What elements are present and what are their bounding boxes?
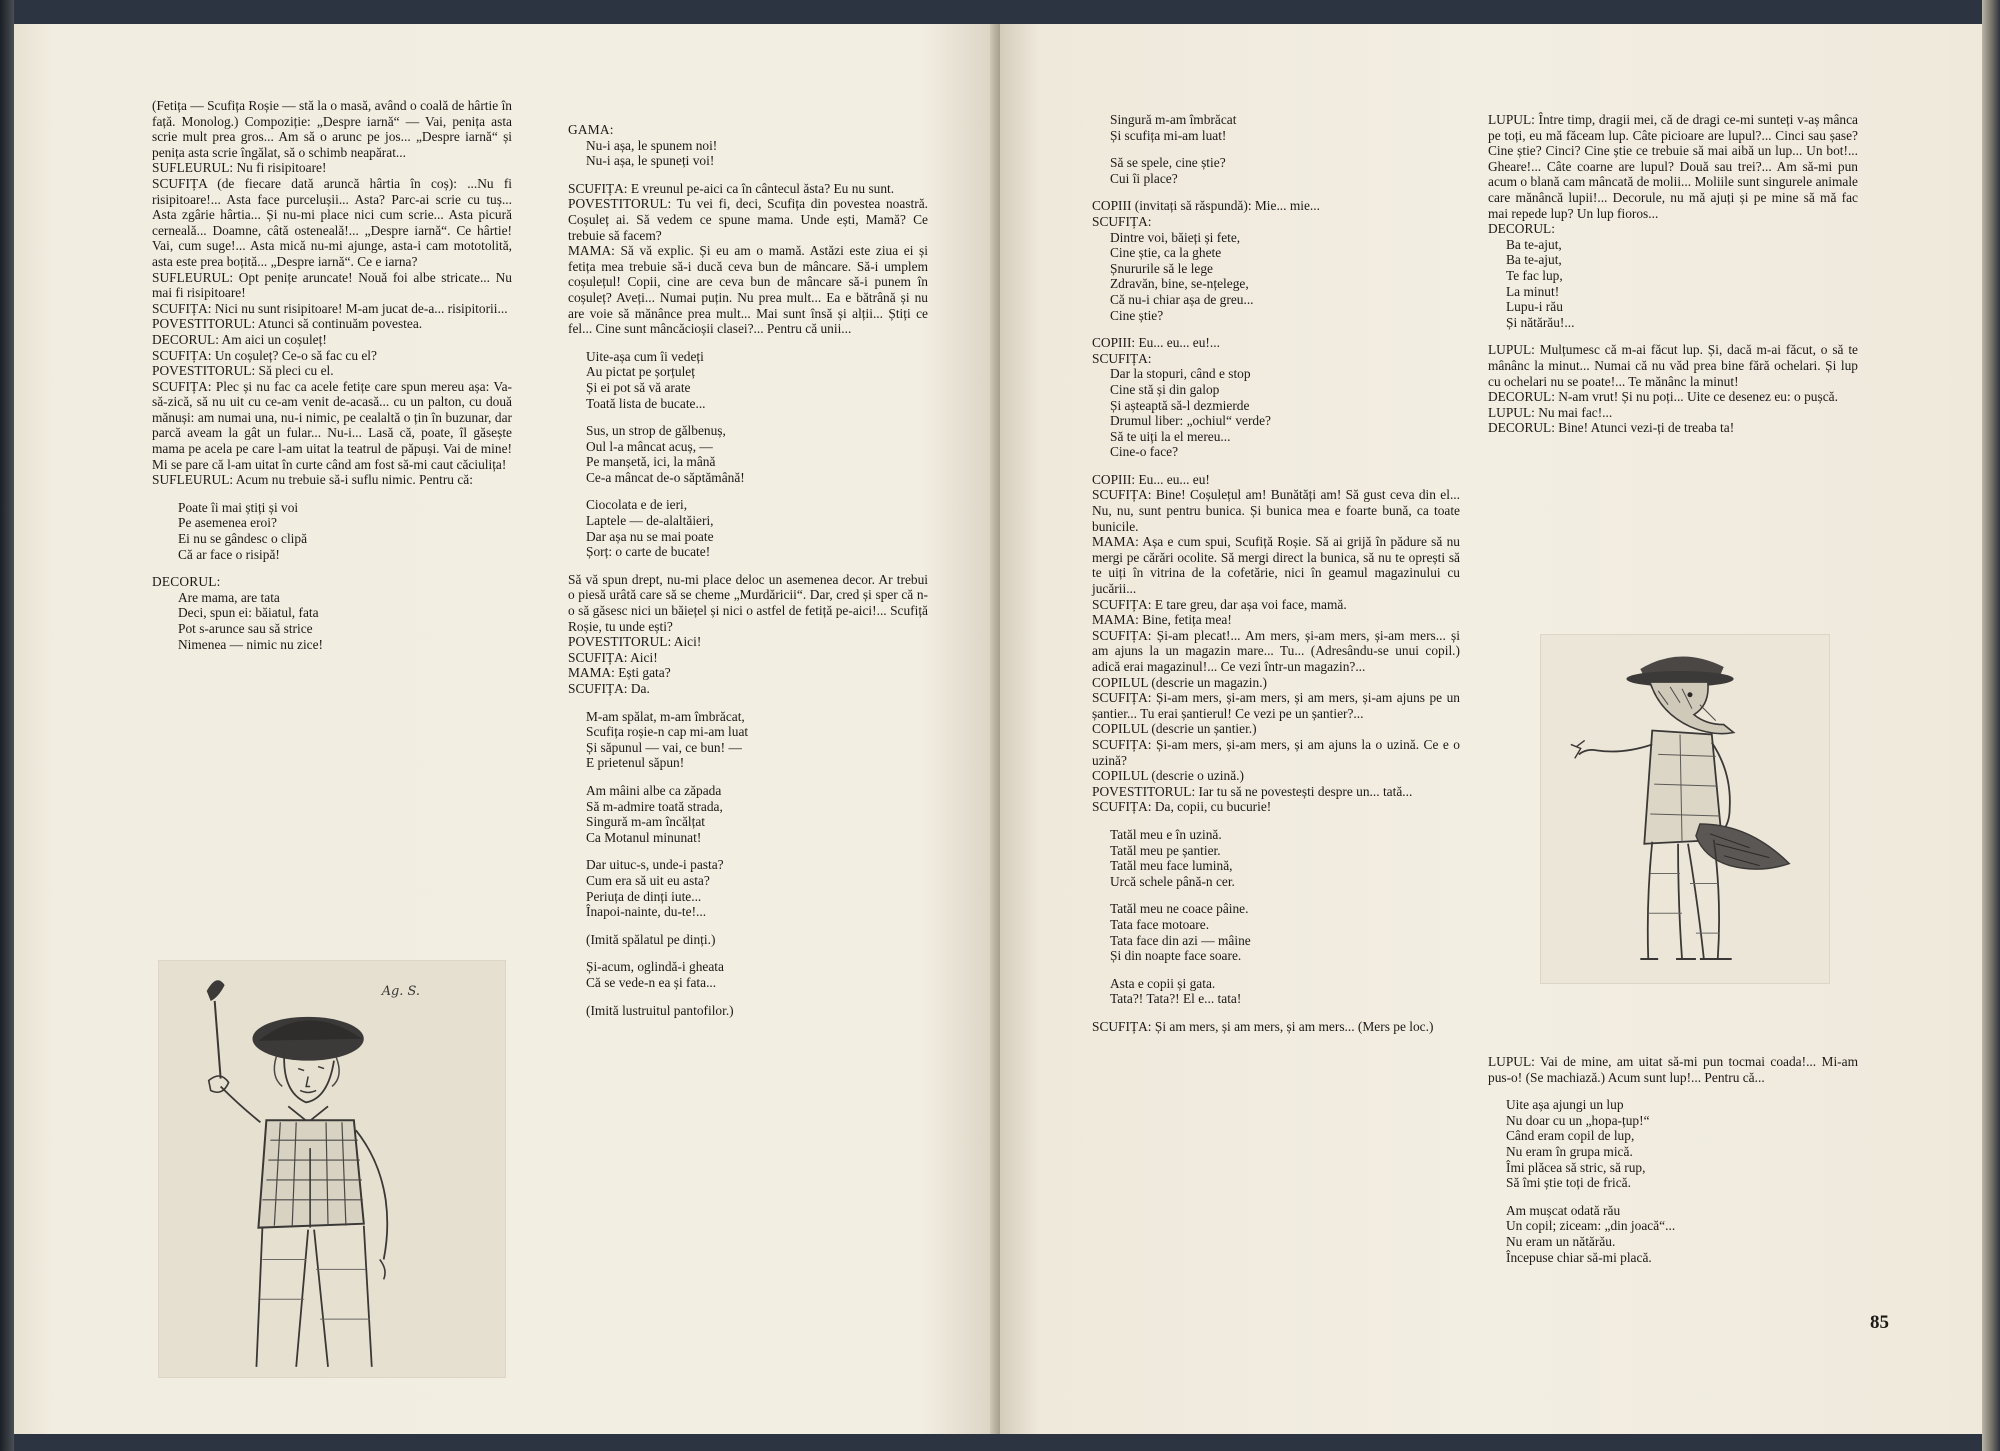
verse-line: Scufița roșie-n cap mi-am luat <box>586 724 749 740</box>
verse-block <box>1092 112 1460 143</box>
verse-block <box>568 959 928 990</box>
verse-block <box>1092 155 1460 186</box>
play-text-block <box>568 572 928 697</box>
verse-line: Ba te-ajut, <box>1506 236 1562 252</box>
verse-line: Să îmi știe toți de frică. <box>1506 1175 1631 1191</box>
right-page-column-2-lower <box>1488 1054 1858 1265</box>
play-text-block <box>1092 1019 1460 1035</box>
play-line: COPILUL (descrie un șantier.) <box>1092 721 1257 737</box>
play-line: SCUFIȚA: E vreunul pe-aici ca în cântecul ăsta? Eu nu sunt. <box>568 180 895 196</box>
verse-line: Nimenea — nimic nu zice! <box>178 636 324 652</box>
left-page-column-2 <box>568 122 928 1018</box>
play-line: COPIII (invitați să răspundă): Mie... mie... <box>1092 198 1320 214</box>
verse-line: Periuța de dinți iute... <box>586 888 702 904</box>
play-line: LUPUL: Nu mai fac!... <box>1488 404 1613 420</box>
verse-block <box>568 783 928 845</box>
play-line: SUFLEURUL: Nu fi risipitoare! <box>152 160 327 176</box>
verse-line: Drumul liber: „ochiul“ verde? <box>1110 413 1271 429</box>
play-line: SCUFIȚA: Și am mers, și am mers, și am mers... (Mers pe loc.) <box>1092 1018 1434 1034</box>
verse-line: Zdravăn, bine, se-nțelege, <box>1110 276 1249 292</box>
play-line: POVESTITORUL: Să pleci cu el. <box>152 363 334 379</box>
play-text-block <box>1488 342 1858 436</box>
verse-block <box>1092 366 1460 460</box>
verse-line: Un copil; ziceam: „din joacă“... <box>1506 1218 1676 1234</box>
verse-block <box>1092 827 1460 889</box>
play-text-block <box>1488 1054 1858 1085</box>
play-line: SCUFIȚA: E tare greu, dar așa voi face, mamă. <box>1092 596 1347 612</box>
verse-line: Pe asemenea eroi? <box>178 515 277 531</box>
play-line: SCUFIȚA: Aici! <box>568 649 658 665</box>
verse-block <box>1092 901 1460 963</box>
verse-line: Începuse chiar să-mi placă. <box>1506 1249 1652 1265</box>
verse-line: Să m-admire toată strada, <box>586 798 723 814</box>
verse-line: Ca Motanul minunat! <box>586 829 702 845</box>
verse-line: Au pictat pe șorțuleț <box>586 364 695 380</box>
left-page <box>14 24 1000 1434</box>
verse-line: Toată lista de bucate... <box>586 395 706 411</box>
verse-line: Și ei pot să vă arate <box>586 379 691 395</box>
verse-line: La minut! <box>1506 283 1560 299</box>
stage-direction: (Imită spălatul pe dinți.) <box>586 931 716 947</box>
verse-block <box>568 497 928 559</box>
play-text-block <box>152 98 512 488</box>
painter-illustration <box>158 960 506 1378</box>
verse-line: Singură m-am îmbrăcat <box>1110 112 1237 127</box>
verse-line: Cine știe, ca la ghete <box>1110 245 1222 261</box>
right-page-column-2 <box>1488 112 1858 436</box>
verse-block <box>1488 237 1858 331</box>
verse-block <box>1092 976 1460 1007</box>
verse-line: Ba te-ajut, <box>1506 252 1562 268</box>
play-line: Să vă spun drept, nu-mi place deloc un asemenea decor. Ar trebui o piesă urâtă care să se cheme „Murdăricii“. Dar, cred și sper că n-o să găsesc nici un băiețel și nici o astfel de fetiță pe-aici!... Scufiță Roșie, tu unde ești? <box>568 571 928 634</box>
play-line: MAMA: Bine, fetița mea! <box>1092 612 1232 628</box>
play-line: DECORUL: Am aici un coșuleț! <box>152 331 327 347</box>
verse-block <box>152 590 512 652</box>
play-line: DECORUL: N-am vrut! Și nu poți... Uite ce desenez eu: o pușcă. <box>1488 389 1838 405</box>
verse-line: Ei nu se gândesc o clipă <box>178 531 308 547</box>
verse-line: Șnururile să le lege <box>1110 260 1213 276</box>
verse-line: Înapoi-nainte, du-te!... <box>586 904 707 920</box>
verse-line: Nu-i așa, le spunem noi! <box>586 137 718 153</box>
verse-line: Și așteaptă să-l dezmierde <box>1110 397 1250 413</box>
play-line: MAMA: Așa e cum spui, Scufiță Roșie. Să ai grijă în pădure să nu mergi pe cărări ocolite. Să mergi direct la bunica, să nu te oprești să te uiți în vitrina de la cofetărie, nici în geamul magazinului cu jucării... <box>1092 534 1460 597</box>
verse-line: Tata?! Tata?! El e... tata! <box>1110 991 1242 1007</box>
verse-line: E prietenul săpun! <box>586 755 685 771</box>
page-number: 85 <box>1870 1312 1889 1333</box>
verse-block <box>568 349 928 411</box>
verse-line: Tatăl meu e în uzină. <box>1110 826 1222 842</box>
verse-block <box>1488 1203 1858 1265</box>
play-text-block <box>1092 198 1460 229</box>
verse-block <box>152 500 512 562</box>
play-text-block <box>1488 112 1858 237</box>
play-line: LUPUL: Vai de mine, am uitat să-mi pun tocmai coada!... Mi-am pus-o! (Se machiază.) Acum sunt lup!... Pentru că... <box>1488 1054 1858 1085</box>
play-line: SCUFIȚA: <box>1092 213 1152 229</box>
play-line: (Fetița — Scufița Roșie — stă la o masă, având o coală de hârtie în față. Monolog.) Compoziție: „Despre iarnă“ — Vai, penița asta scrie mult prea gros... Am să o arunc pe jos... „Despre iarnă“ și penița asta scrie îngălat, să o schimb neapărat... <box>152 98 512 160</box>
verse-line: Oul l-a mâncat acuș, — <box>586 438 713 454</box>
wolf-illustration <box>1540 634 1830 984</box>
play-line: SCUFIȚA: Un coșuleț? Ce-o să fac cu el? <box>152 347 377 363</box>
play-line: DECORUL: Bine! Atunci vezi-ți de treaba ta! <box>1488 420 1735 436</box>
verse-line: Laptele — de-alaltăieri, <box>586 513 714 529</box>
verse-line: Uite așa ajungi un lup <box>1506 1097 1624 1113</box>
play-line: SCUFIȚA: <box>1092 350 1152 366</box>
verse-line: Cine stă și din galop <box>1110 381 1220 397</box>
verse-block <box>568 709 928 771</box>
verse-line: Are mama, are tata <box>178 589 280 605</box>
illustration-signature: Ag. S. <box>381 984 420 1000</box>
play-line: SCUFIȚA: Plec și nu fac ca acele fetițe care spun mereu așa: Va-să-zică, să nu uit cu ce-am venit de-acasă... cu un palton, cu două mănuși: am numai una, nu-i nimic, pe cealaltă o țin în buzunar, dar parcă aveam la gât un fular... Nu-i... Lasă că, poate, îl găsește mama pe acela pe care l-am uitat la teatrul de păpuși. Vai de mine! Mi se pare că l-am uitat în curte când am fost să-mi caut căciulița! <box>152 378 512 472</box>
verse-line: Am mușcat odată rău <box>1506 1202 1621 1218</box>
verse-line: Să te uiți la el mereu... <box>1110 428 1231 444</box>
play-line: SUFLEURUL: Acum nu trebuie să-i suflu nimic. Pentru că: <box>152 472 473 488</box>
verse-line: Tatăl meu face lumină, <box>1110 858 1233 874</box>
speaker-name: GAMA: <box>568 122 614 137</box>
speaker-name: DECORUL: <box>152 574 221 590</box>
verse-line: Poate îi mai știți și voi <box>178 499 299 515</box>
play-text-block <box>568 181 928 337</box>
verse-line: Și săpunul — vai, ce bun! — <box>586 739 742 755</box>
stage-direction: (Imită lustruitul pantofilor.) <box>586 1002 734 1018</box>
verse-block <box>1488 1097 1858 1191</box>
play-line: SCUFIȚA: Și-am plecat!... Am mers, și-am mers, și-am mers... și am ajuns la un magazin mare... Tu... (Adresându-se unui copil.) adică erai magazinul!... Ce vezi într-un magazin?... <box>1092 627 1460 674</box>
verse-line: Și din noapte face soare. <box>1110 948 1242 964</box>
verse-line: Asta e copii și gata. <box>1110 975 1216 991</box>
play-line: POVESTITORUL: Tu vei fi, deci, Scufița din povestea noastră. Coșuleț ai. Să vedem ce spune mama. Unde ești, Mamă? Ce trebuie să facem? <box>568 196 928 243</box>
play-line: LUPUL: Mulțumesc că m-ai făcut lup. Și, dacă m-ai făcut, o să te mânânc la minut... Numai că nu văd prea bine fără ochelari. Și lup cu ochelari nu se poate!... Te mănânc la minut! <box>1488 342 1858 389</box>
verse-line: Cui îi place? <box>1110 170 1178 186</box>
verse-line: M-am spălat, m-am îmbrăcat, <box>586 708 745 724</box>
verse-line: Că se vede-n ea și fata... <box>586 974 717 990</box>
verse-line: Nu doar cu un „hopa-țup!“ <box>1506 1112 1650 1128</box>
verse-line: Urcă schele până-n cer. <box>1110 873 1235 889</box>
verse-line: Deci, spun ei: băiatul, fata <box>178 605 319 621</box>
verse-line: Te fac lup, <box>1506 267 1563 283</box>
play-line: DECORUL: <box>1488 221 1555 237</box>
play-line: SCUFIȚA: Nici nu sunt risipitoare! M-am jucat de-a... risipitorii... <box>152 300 508 316</box>
verse-line: Dintre voi, băieți și fete, <box>1110 229 1241 245</box>
verse-line: Tata face din azi — mâine <box>1110 932 1251 948</box>
right-page <box>1000 24 1982 1434</box>
verse-line: Singură m-am încălțat <box>586 814 705 830</box>
verse-line: Tata face motoare. <box>1110 916 1210 932</box>
painter-drawing <box>159 961 505 1377</box>
play-text-block <box>1092 472 1460 815</box>
verse-line: Nu eram un nătărău. <box>1506 1233 1616 1249</box>
verse-line: Am mâini albe ca zăpada <box>586 782 722 798</box>
verse-block <box>568 423 928 485</box>
verse-line: Ciocolata e de ieri, <box>586 497 688 513</box>
verse-block <box>568 857 928 919</box>
verse-line: Dar așa nu se mai poate <box>586 528 714 544</box>
verse-line: Cine-o face? <box>1110 444 1179 460</box>
play-line: COPIII: Eu... eu... eu!... <box>1092 335 1220 351</box>
spine-shadow <box>0 0 14 1451</box>
verse-line: Sus, un strop de gălbenuș, <box>586 423 726 439</box>
verse-line: Dar la stopuri, când e stop <box>1110 366 1251 382</box>
verse-line: Cine știe? <box>1110 307 1164 323</box>
verse-block <box>1092 230 1460 324</box>
play-line: SCUFIȚA: Bine! Coșulețul am! Bunătăți am! Să gust ceva din el... Nu, nu, sunt pentru bunica. Și bunica mea e foarte bună, ca toate bunicile. <box>1092 487 1460 534</box>
play-line: SCUFIȚA (de fiecare dată aruncă hârtia în coș): ...Nu fi risipitoare!... Asta face purcelușii... Asta? Parc-ai scrie cu tuș... Asta zgârie hârtia... Și nu-mi place nici cum scrie... Asta picură cerneală... Doamne, câtă osteneală!... „Despre iarnă“. Ce hârtie! Vai, cum suge!... Asta mică nu-mi ajunge, asta-i cam mototolită, asta este prea boțită... „Despre iarnă“. Ce e iarna? <box>152 175 512 269</box>
verse-line: Lupu-i rău <box>1506 299 1563 315</box>
play-line: SUFLEURUL: Opt penițe aruncate! Nouă foi albe stricate... Nu mai fi risipitoare! <box>152 269 512 301</box>
wolf-drawing <box>1541 635 1829 983</box>
right-page-column-1 <box>1092 112 1460 1034</box>
play-line: SCUFIȚA: Da, copii, cu bucurie! <box>1092 799 1272 815</box>
play-line: POVESTITORUL: Iar tu să ne povestești despre un... tată... <box>1092 783 1413 799</box>
verse-line: Îmi plăcea să stric, să rup, <box>1506 1159 1646 1175</box>
play-line: COPIII: Eu... eu... eu! <box>1092 471 1210 487</box>
book-edge <box>1982 0 2000 1451</box>
left-page-column-1 <box>152 98 512 652</box>
play-line: POVESTITORUL: Atunci să continuăm povestea. <box>152 316 423 332</box>
verse-line: Să se spele, cine știe? <box>1110 155 1226 171</box>
play-line: LUPUL: Între timp, dragii mei, că de dragi ce-mi sunteți v-aș mânca pe toți, eu mă făceam lup. Câte picioare are lupul?... Cinci sau șase? Cine știe? Cinci? Cine știe ce trebuie să mai aibă un lup... Un bot!... Gheare!... Câte coarne are lupul? Două sau trei?... Am să-mi pun acum o blană cam mâncată de molii... Moliile sunt singurele animale care mănâncă lupii!... Decorule, nu mă ajuți și pe mine să mă fac mai repede lup? Un lup fioros... <box>1488 112 1858 221</box>
verse-line: Și-acum, oglindă-i gheata <box>586 959 724 975</box>
play-line: MAMA: Ești gata? <box>568 665 671 681</box>
play-line: SCUFIȚA: Da. <box>568 681 650 696</box>
verse-line: Ce-a mâncat de-o săptămână! <box>586 469 745 485</box>
verse-line: Și nătărău!... <box>1506 314 1575 330</box>
verse-line: Tatăl meu ne coace pâine. <box>1110 901 1249 917</box>
verse-line: Cum era să uit eu asta? <box>586 872 710 888</box>
play-line: SCUFIȚA: Și-am mers, și-am mers, și am mers, și-am ajuns pe un șantier... Tu erai șantierul! Ce vezi pe un șantier?... <box>1092 690 1460 721</box>
verse-line: Când eram copil de lup, <box>1506 1128 1635 1144</box>
verse-line: Pe manșetă, ici, la mână <box>586 454 716 470</box>
verse-line: Și scufița mi-am luat! <box>1110 127 1227 143</box>
play-line: POVESTITORUL: Aici! <box>568 634 702 650</box>
play-line: SCUFIȚA: Și-am mers, și-am mers, și am ajuns la o uzină. Ce e o uzină? <box>1092 736 1460 768</box>
verse-block <box>568 138 928 169</box>
play-line: COPILUL (descrie o uzină.) <box>1092 768 1244 784</box>
verse-line: Că nu-i chiar așa de greu... <box>1110 291 1254 307</box>
verse-line: Dar uituc-s, unde-i pasta? <box>586 857 724 873</box>
verse-line: Că ar face o risipă! <box>178 546 280 562</box>
verse-line: Șorț: o carte de bucate! <box>586 544 711 560</box>
verse-line: Nu-i așa, le spuneți voi! <box>586 153 715 169</box>
verse-line: Pot s-arunce sau să strice <box>178 621 313 636</box>
verse-line: Tatăl meu pe șantier. <box>1110 842 1221 858</box>
play-text-block <box>1092 335 1460 366</box>
verse-line: Nu eram în grupa mică. <box>1506 1143 1633 1159</box>
play-line: COPILUL (descrie un magazin.) <box>1092 674 1268 690</box>
play-line: MAMA: Să vă explic. Și eu am o mamă. Astăzi este ziua ei și fetița mea trebuie să-i ducă ceva bun de mâncare. Să-i umplem coșulețul! Copii, cine are ceva bun de mâncare să-i punem în coșuleț? Aveți... Numai puțin. Nu prea mult... Ea e bătrână și nu are voie să mănânce prea mult... Mai sunt însă și alții... Știți ce fel... Cine sunt mâncăcioșii clasei?... Pentru că unii... <box>568 243 928 337</box>
verse-line: Uite-așa cum îi vedeți <box>586 348 704 364</box>
